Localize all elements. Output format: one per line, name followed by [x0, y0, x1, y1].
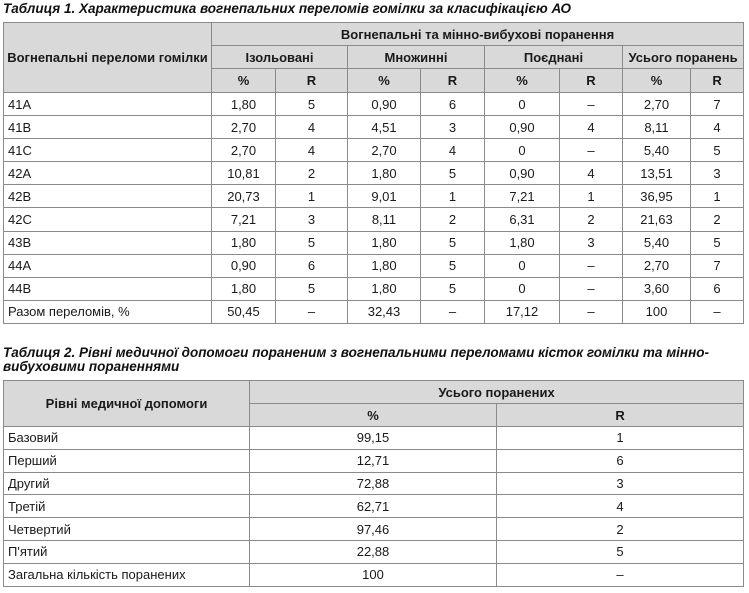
table-cell: 13,51 [623, 162, 691, 185]
table-cell: 3 [691, 162, 744, 185]
table-cell: 7 [691, 93, 744, 116]
row-label: 42C [4, 208, 212, 231]
table-cell: 4 [497, 495, 744, 518]
table-cell: 7,21 [212, 208, 276, 231]
row-label: Перший [4, 449, 250, 472]
table-cell: 32,43 [348, 300, 421, 323]
group-header: Множинні [348, 46, 485, 69]
table-cell: 5 [421, 254, 485, 277]
table-cell: 0,90 [348, 93, 421, 116]
sub-header: % [485, 69, 560, 93]
table-cell: 4 [421, 139, 485, 162]
total-wounded-header: Усього поранених [250, 381, 744, 404]
table-cell: 5,40 [623, 231, 691, 254]
table-cell: – [276, 300, 348, 323]
table-cell: 1,80 [348, 162, 421, 185]
table-row [4, 449, 744, 472]
table-cell: 1 [421, 185, 485, 208]
row-label: 42A [4, 162, 212, 185]
table-cell: 7 [691, 254, 744, 277]
row-label: 41B [4, 116, 212, 139]
table-cell: 62,71 [250, 495, 497, 518]
table-cell: 0,90 [485, 116, 560, 139]
table-cell: 99,15 [250, 427, 497, 450]
table-row [4, 208, 744, 231]
row-label: Третій [4, 495, 250, 518]
row-label: Другий [4, 472, 250, 495]
sub-header: R [497, 404, 744, 427]
row-label: Базовий [4, 427, 250, 450]
table-cell: 3,60 [623, 277, 691, 300]
table-cell: 5 [276, 277, 348, 300]
table-cell: 5 [276, 231, 348, 254]
table-cell: – [691, 300, 744, 323]
table-cell: 1,80 [212, 231, 276, 254]
table-cell: 6 [421, 93, 485, 116]
sub-header: % [348, 69, 421, 93]
row-label: 44A [4, 254, 212, 277]
fracture-type-header: Вогнепальні переломи гомілки [4, 23, 212, 93]
table-cell: 1,80 [348, 277, 421, 300]
table-cell: 2,70 [348, 139, 421, 162]
row-label: 42B [4, 185, 212, 208]
table-cell: 0,90 [212, 254, 276, 277]
table-cell: 1,80 [212, 93, 276, 116]
row-label: Загальна кількість поранених [4, 563, 250, 586]
table-cell: 2,70 [623, 254, 691, 277]
care-level-header: Рівні медичної допомоги [4, 381, 250, 427]
table-cell: 2,70 [212, 139, 276, 162]
table-cell: 1 [691, 185, 744, 208]
table-cell: 21,63 [623, 208, 691, 231]
table-cell: 3 [560, 231, 623, 254]
table-row [4, 139, 744, 162]
table-cell: 0 [485, 93, 560, 116]
table-cell: 3 [421, 116, 485, 139]
table-cell: 4 [691, 116, 744, 139]
row-label: 43B [4, 231, 212, 254]
table-cell: 22,88 [250, 540, 497, 563]
table-cell: 0 [485, 277, 560, 300]
table-cell: 7,21 [485, 185, 560, 208]
table-cell: 3 [276, 208, 348, 231]
table-row [4, 300, 744, 323]
table-cell: – [560, 300, 623, 323]
table-cell: 4 [560, 162, 623, 185]
table-row [4, 254, 744, 277]
table-cell: 12,71 [250, 449, 497, 472]
table-cell: – [560, 254, 623, 277]
table-row [4, 472, 744, 495]
table-row [4, 93, 744, 116]
sub-header: % [250, 404, 497, 427]
table-row [4, 563, 744, 586]
table-row [4, 427, 744, 450]
table-cell: 5 [691, 139, 744, 162]
sub-header: % [212, 69, 276, 93]
row-label: 44B [4, 277, 212, 300]
table-cell: 2,70 [623, 93, 691, 116]
table-cell: 2 [276, 162, 348, 185]
table-cell: 0 [485, 139, 560, 162]
table-cell: 36,95 [623, 185, 691, 208]
table-cell: 2,70 [212, 116, 276, 139]
table-cell: 6,31 [485, 208, 560, 231]
group-header: Усього поранень [623, 46, 744, 69]
table2-caption: Таблиця 2. Рівні медичної допомоги пораненим з вогнепальними переломами кісток гомілки та мінно-вибуховими пораненнями [3, 345, 709, 374]
table1-caption: Таблиця 1. Характеристика вогнепальних переломів гомілки за класифікацією АО [3, 1, 572, 16]
fracture-classification-table [3, 22, 744, 324]
table-cell: 0,90 [485, 162, 560, 185]
table-cell: – [560, 139, 623, 162]
table-cell: 2 [691, 208, 744, 231]
table-cell: 1,80 [212, 277, 276, 300]
sub-header: R [276, 69, 348, 93]
table-cell: 5 [421, 231, 485, 254]
table-cell: 0 [485, 254, 560, 277]
table-row [4, 231, 744, 254]
table-cell: 2 [497, 518, 744, 541]
table-cell: 8,11 [348, 208, 421, 231]
row-label: Четвертий [4, 518, 250, 541]
table-cell: 5,40 [623, 139, 691, 162]
row-label: П'ятий [4, 540, 250, 563]
table-row [4, 185, 744, 208]
table-cell: 4 [276, 139, 348, 162]
table-row [4, 495, 744, 518]
table-row [4, 540, 744, 563]
row-label: Разом переломів, % [4, 300, 212, 323]
table-cell: 1 [497, 427, 744, 450]
row-label: 41A [4, 93, 212, 116]
table-cell: 2 [560, 208, 623, 231]
medical-care-levels-table [3, 380, 744, 587]
table-row [4, 162, 744, 185]
table-cell: 3 [497, 472, 744, 495]
table-cell: 100 [250, 563, 497, 586]
table-cell: 4 [560, 116, 623, 139]
table-cell: 5 [421, 162, 485, 185]
sub-header: R [421, 69, 485, 93]
injury-group-header: Вогнепальні та мінно-вибухові поранення [212, 23, 744, 46]
table-cell: 100 [623, 300, 691, 323]
table-cell: 97,46 [250, 518, 497, 541]
sub-header: R [560, 69, 623, 93]
row-label: 41C [4, 139, 212, 162]
table-cell: – [497, 563, 744, 586]
table-cell: 9,01 [348, 185, 421, 208]
table-cell: 1,80 [485, 231, 560, 254]
table-row [4, 116, 744, 139]
table-cell: – [560, 277, 623, 300]
table-cell: 50,45 [212, 300, 276, 323]
table-cell: 4,51 [348, 116, 421, 139]
table-cell: 8,11 [623, 116, 691, 139]
table-cell: – [560, 93, 623, 116]
table-cell: 1,80 [348, 254, 421, 277]
table-cell: 72,88 [250, 472, 497, 495]
table-cell: 5 [691, 231, 744, 254]
table-cell: 4 [276, 116, 348, 139]
table-cell: 1,80 [348, 231, 421, 254]
table-cell: 1 [560, 185, 623, 208]
sub-header: % [623, 69, 691, 93]
group-header: Ізольовані [212, 46, 348, 69]
table-row [4, 518, 744, 541]
table-cell: 5 [276, 93, 348, 116]
table-cell: 10,81 [212, 162, 276, 185]
group-header: Поєднані [485, 46, 623, 69]
table-cell: 6 [691, 277, 744, 300]
table-cell: 6 [497, 449, 744, 472]
table-cell: – [421, 300, 485, 323]
table-cell: 2 [421, 208, 485, 231]
table-cell: 6 [276, 254, 348, 277]
table-row [4, 277, 744, 300]
table-cell: 5 [421, 277, 485, 300]
table-cell: 1 [276, 185, 348, 208]
table-cell: 5 [497, 540, 744, 563]
table-cell: 17,12 [485, 300, 560, 323]
sub-header: R [691, 69, 744, 93]
table-cell: 20,73 [212, 185, 276, 208]
